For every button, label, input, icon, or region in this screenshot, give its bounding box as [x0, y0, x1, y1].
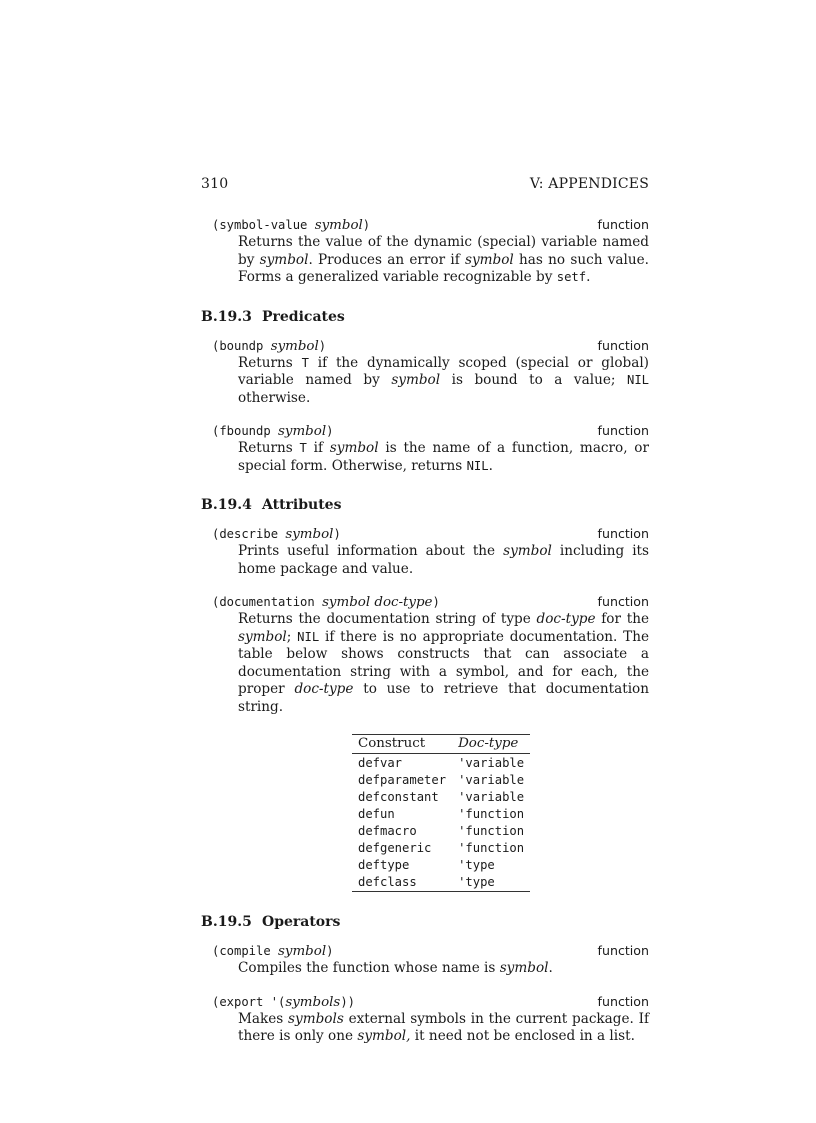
- argument: symbol: [285, 527, 334, 542]
- close-paren: ): [326, 944, 334, 958]
- entry-symbol-value: [201, 216, 649, 287]
- signature-form: [212, 943, 333, 960]
- doc-type-cell: 'function: [458, 807, 525, 821]
- close-paren: ): [432, 595, 440, 609]
- running-title: V: APPENDICES: [529, 176, 649, 192]
- section-heading-operators: B.19.5 Operators: [201, 914, 341, 930]
- function-name: (describe: [212, 527, 286, 541]
- table-header-row: [352, 735, 530, 754]
- construct-cell: defun: [358, 807, 395, 821]
- signature-form: [212, 526, 341, 543]
- signature-form: [212, 217, 370, 234]
- column-header-doc-type: Doc-type: [452, 735, 530, 754]
- signature-form: [212, 594, 440, 611]
- function-name: (boundp: [212, 338, 271, 353]
- entry-compile: [201, 942, 649, 978]
- close-paren: )): [340, 994, 355, 1009]
- doc-type-cell: 'variable: [458, 773, 525, 787]
- signature: [201, 993, 649, 1011]
- signature: [201, 593, 649, 611]
- signature-form: [212, 338, 326, 355]
- construct-cell: defparameter: [358, 773, 447, 787]
- argument: symbol: [270, 338, 319, 354]
- signature-form: [212, 994, 355, 1011]
- kind-label: function: [597, 594, 649, 609]
- entry-describe: [201, 525, 649, 578]
- entry-export: [201, 993, 649, 1046]
- page-header: [201, 176, 649, 192]
- kind-label: function: [597, 217, 649, 232]
- function-name: (export '(: [212, 994, 286, 1009]
- section-heading-attributes: B.19.4 Attributes: [201, 497, 342, 513]
- close-paren: ): [326, 424, 334, 438]
- close-paren: ): [362, 218, 371, 232]
- entry-documentation: [201, 593, 649, 892]
- table-row: [352, 806, 530, 823]
- description: Compiles the function whose name is symbol.: [238, 960, 553, 976]
- entry-boundp: [201, 337, 649, 408]
- construct-cell: defconstant: [358, 790, 439, 804]
- description: Returns T if symbol is the name of a function, macro, or special form. Otherwise, returns NIL.: [238, 440, 649, 474]
- kind-label: function: [597, 526, 649, 541]
- function-name: (compile: [212, 944, 279, 958]
- kind-label: function: [597, 993, 649, 1009]
- doc-type-cell: 'variable: [458, 756, 525, 770]
- construct-cell: defclass: [358, 875, 417, 889]
- doc-type-cell: 'function: [458, 824, 525, 838]
- function-name: (documentation: [212, 595, 323, 609]
- construct-cell: defvar: [358, 756, 403, 770]
- kind-label: function: [597, 943, 649, 958]
- table-row: [352, 754, 530, 773]
- doc-type-cell: 'variable: [458, 790, 525, 804]
- argument: symbol: [278, 944, 327, 959]
- table-row: [352, 840, 530, 857]
- close-paren: ): [333, 527, 341, 541]
- doc-type-cell: 'function: [458, 841, 525, 855]
- description: Returns the documentation string of type doc-type for the symbol; NIL if there is no appropriate documentation. The table below shows constructs that can associate a documentation string with a symbol, and for each, the proper doc-type to use to retrieve that documentation string.: [238, 611, 650, 715]
- description: Returns T if the dynamically scoped (special or global) variable named by symbol is bound to a value; NIL otherwise.: [238, 354, 649, 406]
- signature: [201, 216, 649, 234]
- page-content: [201, 216, 649, 1061]
- page-number: 310: [201, 176, 229, 192]
- argument: symbol doc-type: [322, 595, 433, 610]
- function-name: (fboundp: [212, 424, 279, 438]
- kind-label: function: [597, 337, 649, 353]
- entry-fboundp: [201, 422, 649, 475]
- construct-cell: deftype: [358, 858, 410, 872]
- table-row: [352, 823, 530, 840]
- section-heading-predicates: B.19.3 Predicates: [201, 308, 345, 325]
- table-row: [352, 772, 530, 789]
- construct-cell: defmacro: [358, 824, 417, 838]
- close-paren: ): [318, 338, 327, 353]
- column-header-construct: Construct: [352, 735, 452, 754]
- doc-type-cell: 'type: [458, 875, 495, 889]
- table-row: [352, 874, 530, 892]
- signature: [201, 337, 649, 355]
- argument: symbol: [278, 424, 327, 439]
- doc-type-cell: 'type: [458, 858, 495, 872]
- doc-type-table: [352, 734, 530, 892]
- argument: symbol: [314, 218, 363, 233]
- table-row: [352, 857, 530, 874]
- table-row: [352, 789, 530, 806]
- kind-label: function: [597, 423, 649, 438]
- description: Makes symbols external symbols in the current package. If there is only one symbol, it need not be enclosed in a list.: [238, 1010, 649, 1044]
- signature-form: [212, 423, 333, 440]
- function-name: (symbol-value: [212, 218, 315, 232]
- signature: [201, 525, 649, 543]
- construct-cell: defgeneric: [358, 841, 432, 855]
- description: Returns the value of the dynamic (special) variable named by symbol. Produces an error if symbol has no such value. Forms a generalized variable recognizable by setf.: [238, 234, 649, 285]
- description: Prints useful information about the symbol including its home package and value.: [238, 543, 649, 577]
- argument: symbols: [285, 994, 341, 1010]
- signature: [201, 422, 649, 440]
- signature: [201, 942, 649, 960]
